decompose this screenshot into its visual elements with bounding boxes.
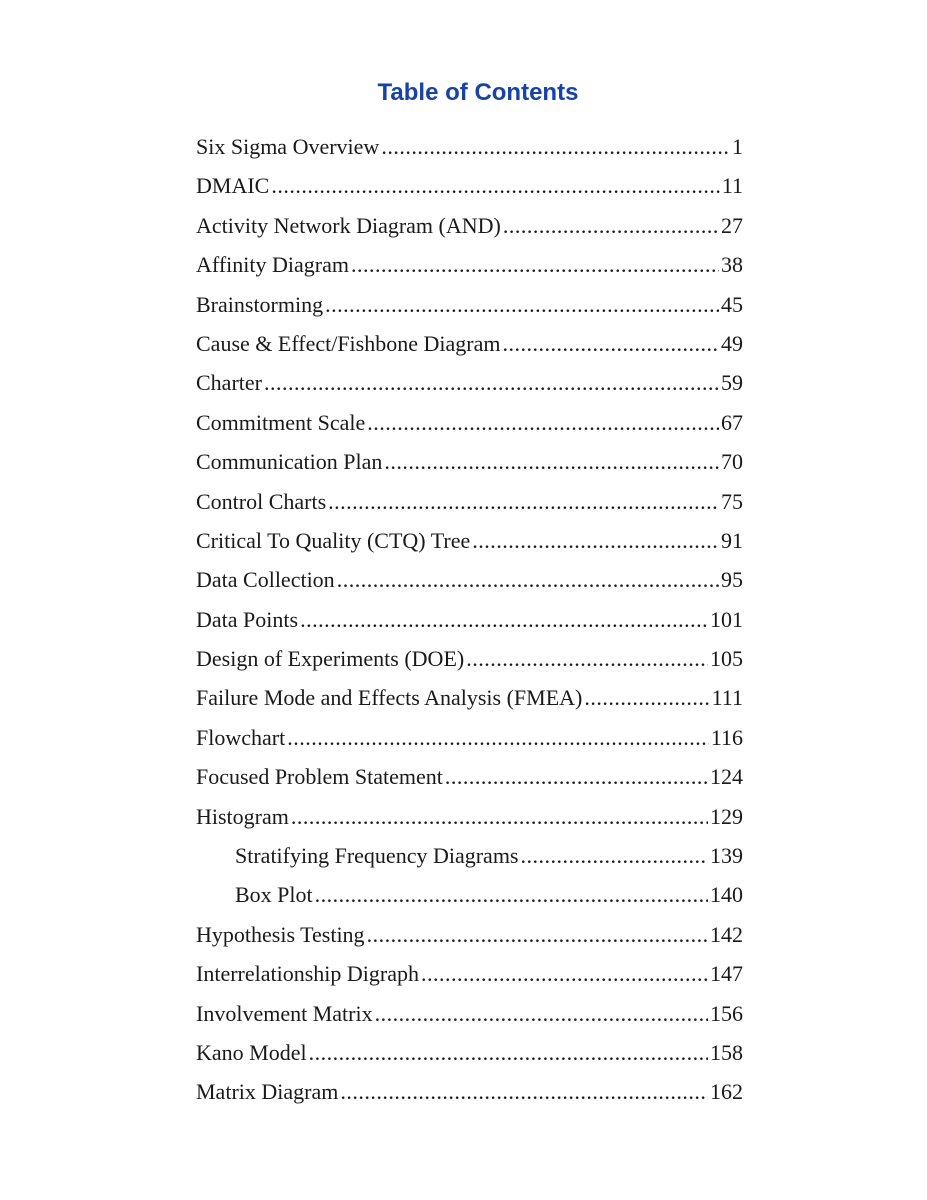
toc-entry-page-number: 59 [721, 370, 743, 396]
toc-entry-label: Stratifying Frequency Diagrams [235, 843, 519, 869]
toc-entry-page-number: 11 [721, 173, 743, 199]
toc-entry-page-number: 91 [721, 527, 743, 553]
dot-leader [472, 521, 719, 560]
toc-entry-label: Focused Problem Statement [196, 764, 443, 790]
dot-leader [291, 797, 708, 836]
toc-entry-page-number: 38 [721, 252, 743, 278]
toc-entry[interactable] [196, 206, 743, 245]
toc-entry[interactable] [196, 1033, 743, 1072]
toc-entry-label: Histogram [196, 803, 289, 829]
toc-entry-label: Charter [196, 370, 262, 396]
dot-leader [337, 560, 719, 599]
dot-leader [367, 403, 719, 442]
toc-entry-label: Matrix Diagram [196, 1079, 339, 1105]
toc-entry-page-number: 75 [721, 488, 743, 514]
toc-entry-label: Interrelationship Digraph [196, 961, 419, 987]
dot-leader [367, 915, 708, 954]
dot-leader [315, 875, 708, 914]
toc-entry-page-number: 105 [710, 646, 743, 672]
toc-entry-page-number: 70 [721, 449, 743, 475]
dot-leader [421, 954, 708, 993]
toc-entry-label: Flowchart [196, 724, 286, 750]
toc-entry-page-number: 1 [732, 134, 743, 159]
dot-leader [584, 678, 709, 717]
toc-entry-label: Activity Network Diagram (AND) [196, 212, 501, 238]
toc-subentry[interactable] [196, 875, 743, 914]
toc-entry[interactable] [196, 797, 743, 836]
toc-entry[interactable] [196, 639, 743, 678]
toc-entry-page-number: 101 [710, 606, 743, 632]
toc-entry-page-number: 129 [710, 803, 743, 829]
toc-subentry[interactable] [196, 836, 743, 875]
toc-entry-label: Six Sigma Overview [196, 134, 380, 159]
dot-leader [445, 757, 708, 796]
toc-entry-page-number: 27 [721, 212, 743, 238]
toc-entry-label: Communication Plan [196, 449, 383, 475]
toc-entry[interactable] [196, 560, 743, 599]
toc-entry-label: Hypothesis Testing [196, 921, 365, 947]
toc-entry[interactable] [196, 521, 743, 560]
toc-entry[interactable] [196, 482, 743, 521]
toc-entry-label: Failure Mode and Effects Analysis (FMEA) [196, 685, 583, 711]
dot-leader [271, 166, 719, 205]
toc-entry[interactable] [196, 718, 743, 757]
dot-leader [503, 206, 719, 245]
toc-entry[interactable] [196, 285, 743, 324]
toc-entry[interactable] [196, 166, 743, 205]
toc-entry[interactable] [196, 442, 743, 481]
toc-entry-page-number: 95 [721, 567, 743, 593]
toc-entry-page-number: 140 [710, 882, 743, 908]
toc-entry-label: Affinity Diagram [196, 252, 349, 278]
dot-leader [300, 600, 708, 639]
toc-entry[interactable] [196, 954, 743, 993]
toc-entry[interactable] [196, 994, 743, 1033]
dot-leader [264, 363, 719, 402]
toc-entry[interactable] [196, 127, 743, 166]
toc-entry[interactable] [196, 245, 743, 284]
toc-entry-label: Control Charts [196, 488, 327, 514]
dot-leader [466, 639, 708, 678]
toc-entry-page-number: 124 [710, 764, 743, 790]
dot-leader [287, 718, 709, 757]
toc-entry-label: DMAIC [196, 173, 270, 199]
dot-leader [328, 482, 719, 521]
toc-entry-page-number: 147 [710, 961, 743, 987]
toc-entry[interactable] [196, 678, 743, 717]
toc-entry[interactable] [196, 363, 743, 402]
toc-entry-page-number: 67 [721, 409, 743, 435]
dot-leader [521, 836, 709, 875]
toc-entry-label: Kano Model [196, 1039, 307, 1065]
toc-entry-label: Box Plot [235, 882, 313, 908]
toc-entry-page-number: 162 [710, 1079, 743, 1105]
toc-entry-page-number: 156 [710, 1000, 743, 1026]
dot-leader [309, 1033, 708, 1072]
toc-entry[interactable] [196, 600, 743, 639]
page-title: Table of Contents [377, 79, 579, 106]
toc-entry-label: Critical To Quality (CTQ) Tree [196, 527, 471, 553]
toc-entry-page-number: 116 [710, 724, 743, 750]
toc-entry-page-number: 158 [710, 1039, 743, 1065]
toc-entry-page-number: 49 [721, 330, 743, 356]
toc-entry-label: Data Points [196, 606, 299, 632]
toc-entry[interactable] [196, 757, 743, 796]
dot-leader [384, 442, 719, 481]
toc-entry[interactable] [196, 324, 743, 363]
toc-entry-label: Design of Experiments (DOE) [196, 646, 465, 672]
toc-entry-label: Data Collection [196, 567, 335, 593]
dot-leader [381, 127, 730, 166]
toc-entry-page-number: 111 [711, 685, 743, 711]
dot-leader [375, 994, 708, 1033]
dot-leader [340, 1072, 708, 1111]
toc-entry-label: Cause & Effect/Fishbone Diagram [196, 330, 501, 356]
dot-leader [351, 245, 719, 284]
toc-entry[interactable] [196, 915, 743, 954]
toc-entry-label: Brainstorming [196, 291, 324, 317]
toc-entry-page-number: 45 [721, 291, 743, 317]
toc-entry-page-number: 139 [710, 843, 743, 869]
toc-entry-label: Commitment Scale [196, 409, 366, 435]
toc-entry-label: Involvement Matrix [196, 1000, 373, 1026]
dot-leader [502, 324, 719, 363]
toc-list [196, 127, 743, 1112]
toc-entry[interactable] [196, 1072, 743, 1111]
toc-entry-page-number: 142 [710, 921, 743, 947]
dot-leader [325, 285, 719, 324]
toc-entry[interactable] [196, 403, 743, 442]
